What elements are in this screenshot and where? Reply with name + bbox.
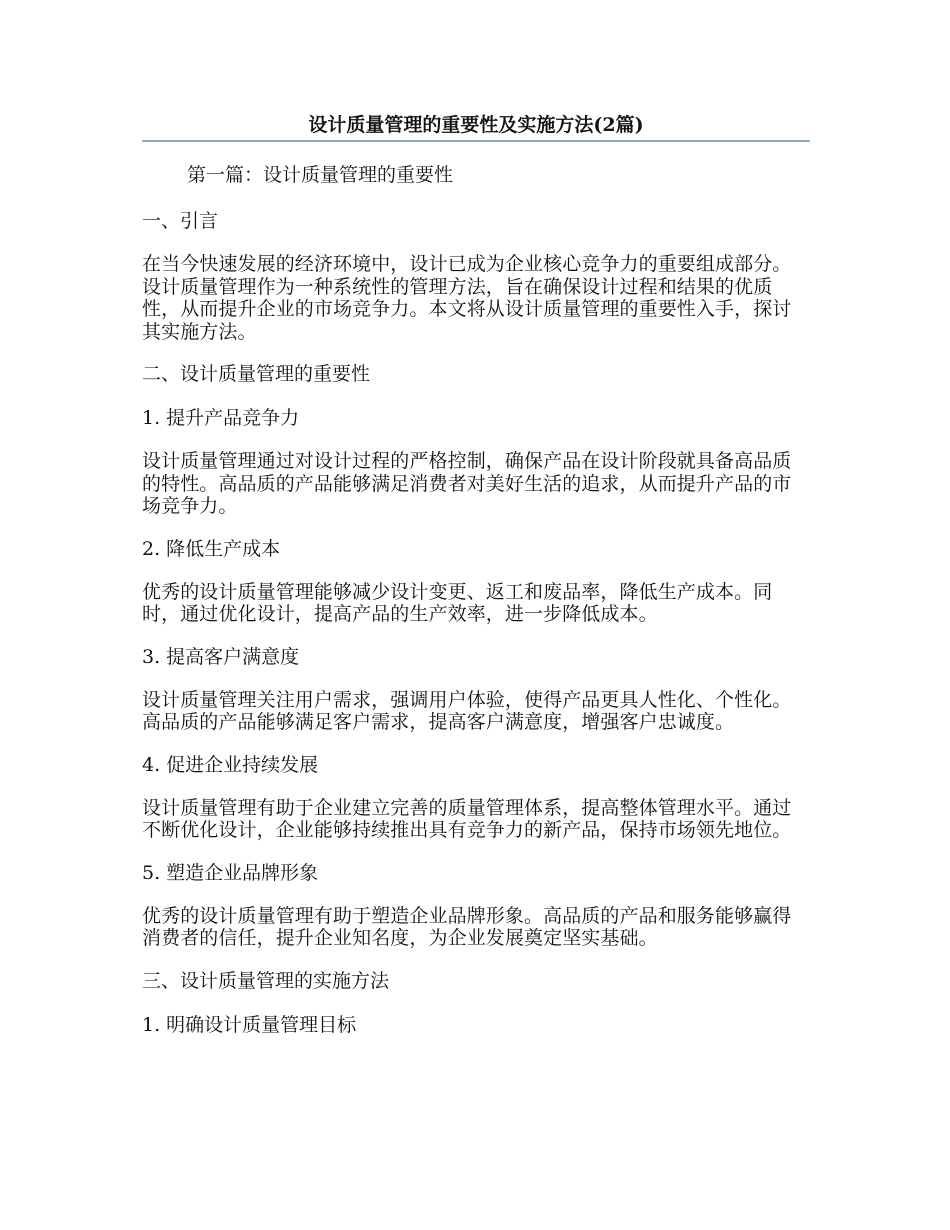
document-title: 设计质量管理的重要性及实施方法(2篇)	[308, 114, 644, 136]
section-heading-intro: 一、引言	[142, 210, 219, 232]
document-body	[142, 163, 797, 1057]
paragraph-item-3: 设计质量管理关注用户需求，强调用户体验，使得产品更具人性化、个性化。高品质的产品能够满足客户需求，提高客户满意度，增强客户忠诚度。	[142, 688, 792, 733]
section-heading-importance: 二、设计质量管理的重要性	[142, 363, 371, 385]
section-heading-methods: 三、设计质量管理的实施方法	[142, 969, 390, 992]
title-underline	[142, 140, 810, 142]
item-heading-3: 3. 提高客户满意度	[142, 645, 300, 668]
item-heading-5: 5. 塑造企业品牌形象	[142, 861, 319, 884]
paragraph-item-5: 优秀的设计质量管理有助于塑造企业品牌形象。高品质的产品和服务能够赢得消费者的信任，提升企业知名度，为企业发展奠定坚实基础。	[142, 904, 792, 949]
item-heading-1: 1. 提升产品竞争力	[142, 407, 300, 429]
part-subtitle: 第一篇：设计质量管理的重要性	[187, 164, 454, 186]
paragraph-item-1: 设计质量管理通过对设计过程的严格控制，确保产品在设计阶段就具备高品质的特性。高品质的产品能够满足消费者对美好生活的追求，从而提升产品的市场竞争力。	[142, 450, 792, 517]
paragraph-item-4: 设计质量管理有助于企业建立完善的质量管理体系，提高整体管理水平。通过不断优化设计，企业能够持续推出具有竞争力的新产品，保持市场领先地位。	[142, 796, 792, 841]
method-heading-1: 1. 明确设计质量管理目标	[142, 1013, 357, 1036]
paragraph-intro: 在当今快速发展的经济环境中，设计已成为企业核心竞争力的重要组成部分。设计质量管理作为一种系统性的管理方法，旨在确保设计过程和结果的优质性，从而提升企业的市场竞争力。本文将从设计质量管理的重要性入手，探讨其实施方法。	[142, 253, 792, 343]
item-heading-4: 4. 促进企业持续发展	[142, 753, 319, 776]
item-heading-2: 2. 降低生产成本	[142, 537, 281, 560]
paragraph-item-2: 优秀的设计质量管理能够减少设计变更、返工和废品率，降低生产成本。同时，通过优化设计，提高产品的生产效率，进一步降低成本。	[142, 580, 773, 625]
